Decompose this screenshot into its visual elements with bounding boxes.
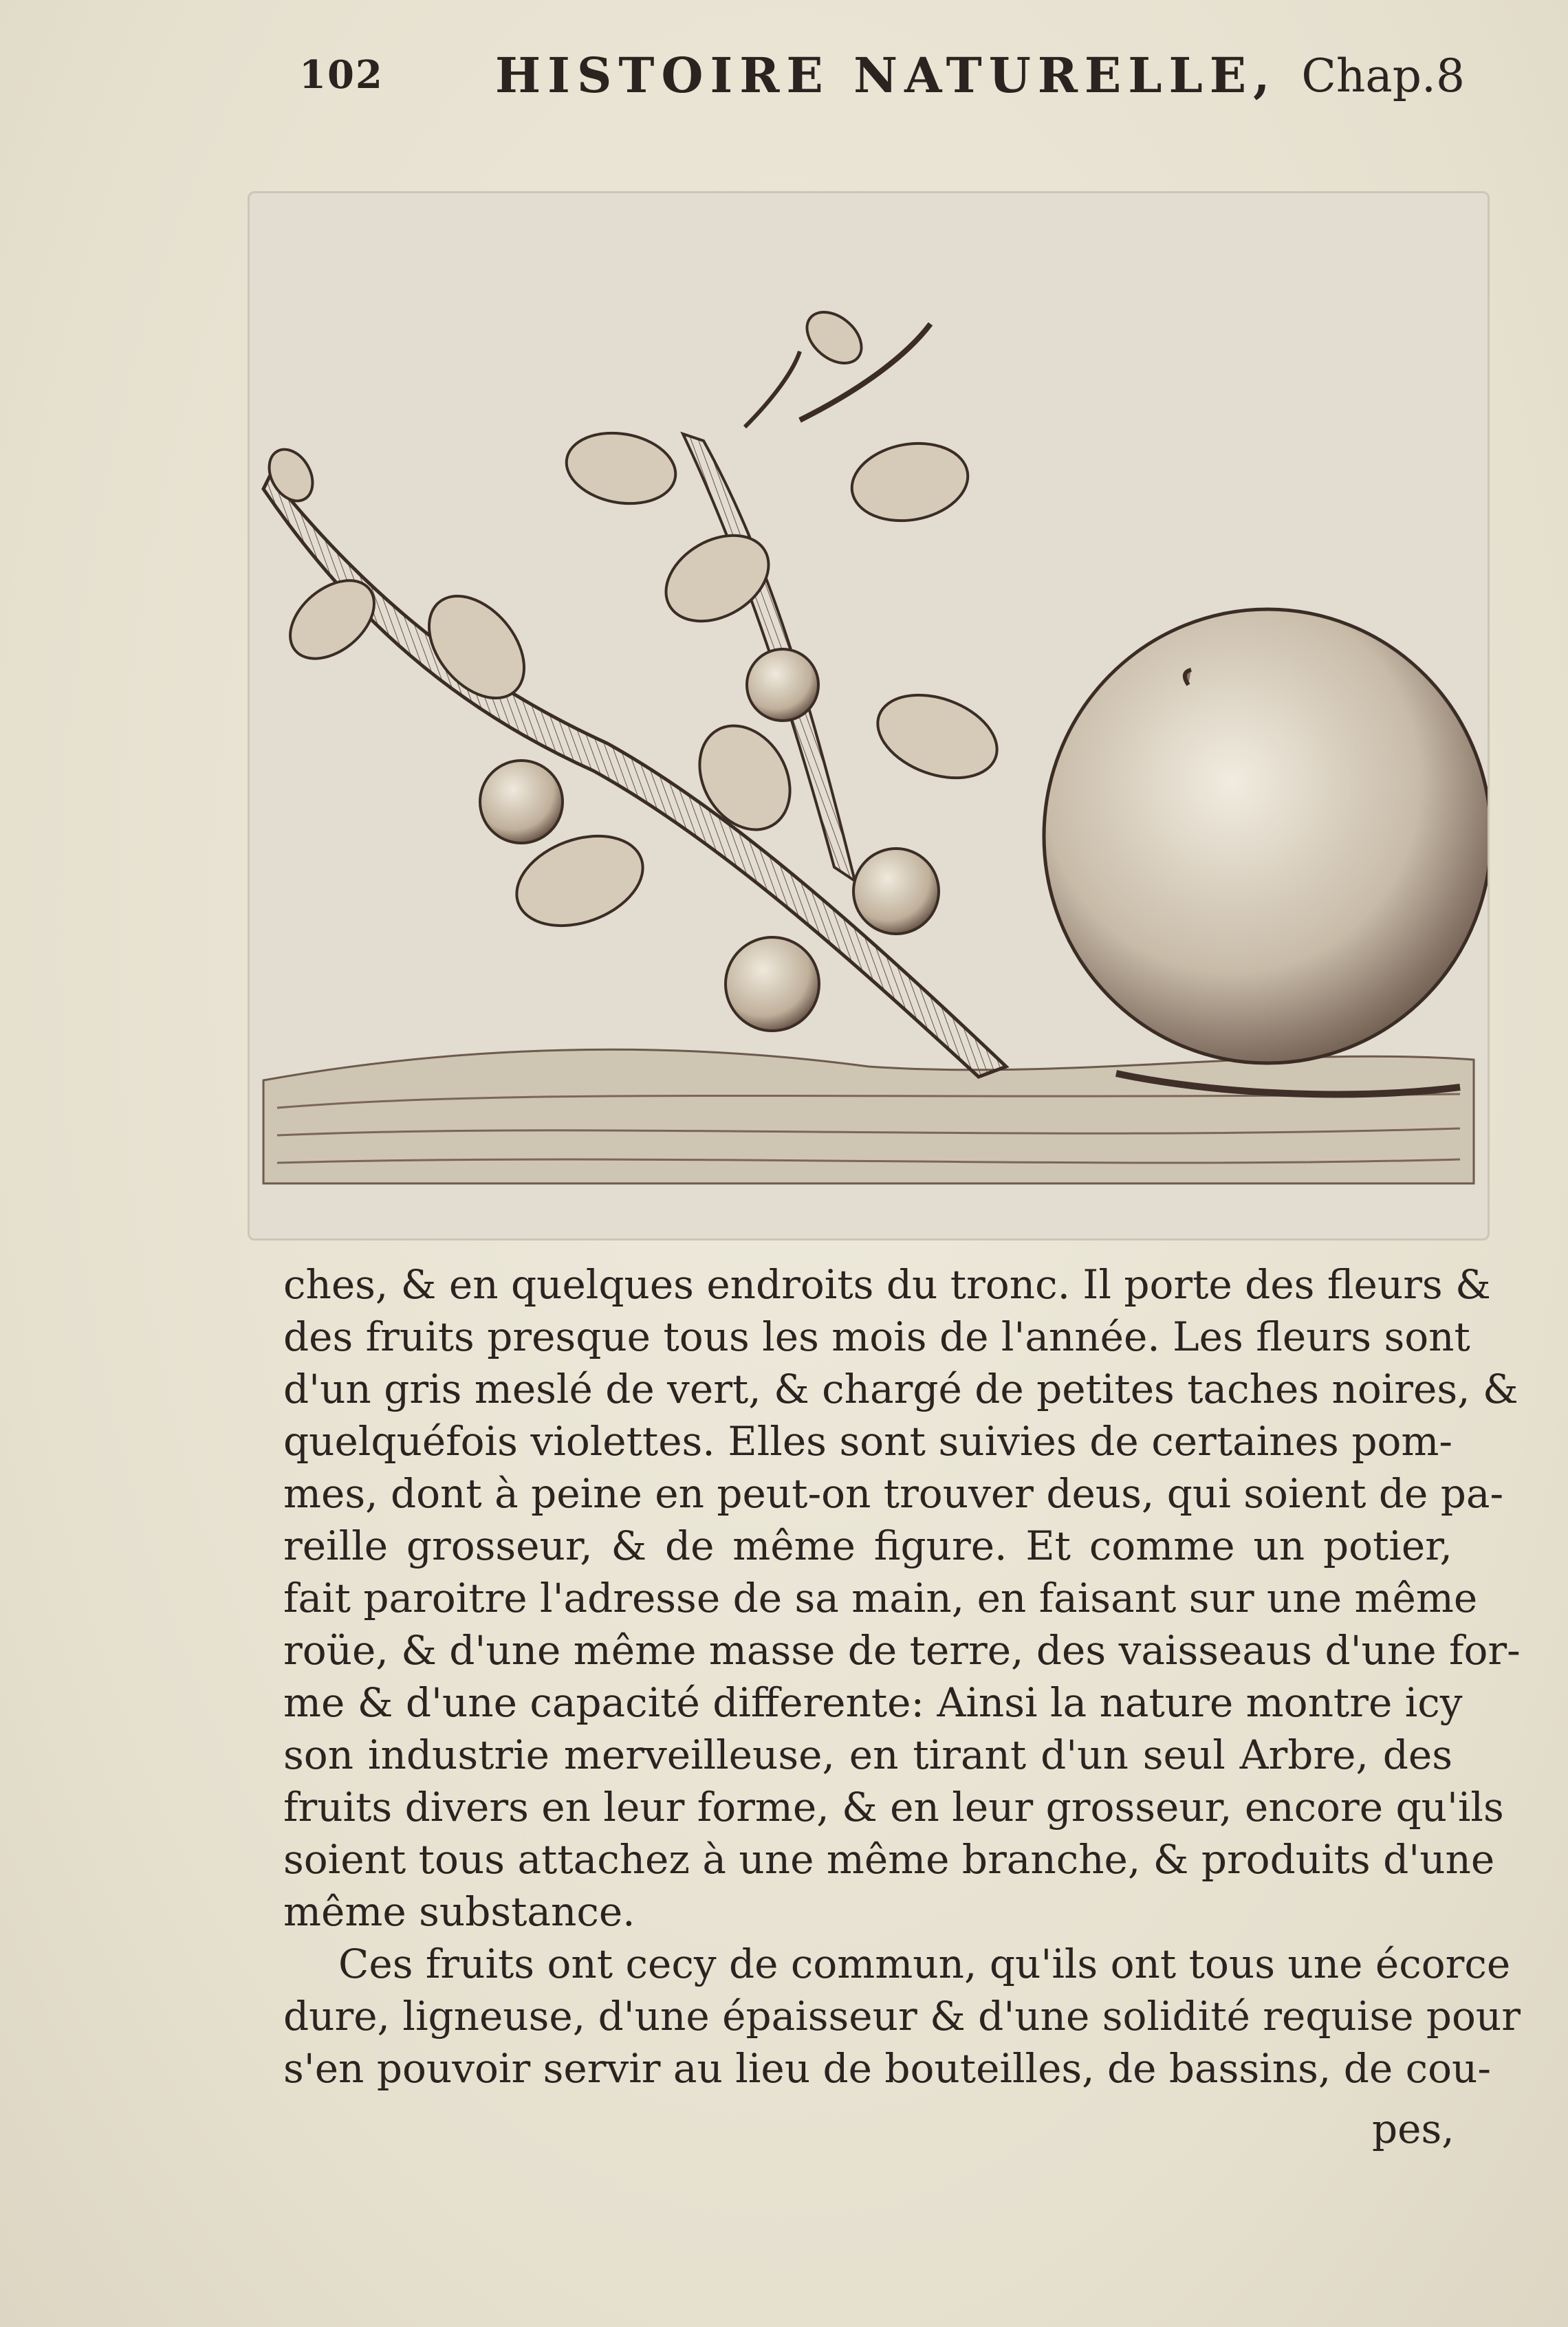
engraving-plate — [248, 191, 1490, 1241]
text-line: mes, dont à peine en peut-on trouver deus, qui soient de pa- — [283, 1470, 1504, 1517]
text-line: roüe, & d'une même masse de terre, des vaisseaus d'une for- — [283, 1627, 1521, 1674]
chapter-label: Chap.8 — [1301, 50, 1465, 102]
text-line: s'en pouvoir servir au lieu de bouteilles, de bassins, de cou- — [283, 2045, 1491, 2092]
text-line: d'un gris meslé de vert, & chargé de petites taches noires, & — [283, 1366, 1518, 1412]
text-line: Ces fruits ont cecy de commun, qu'ils ont tous une écorce — [338, 1941, 1511, 1987]
small-fruit — [853, 849, 939, 934]
text-line: des fruits presque tous les mois de l'année. Les fleurs sont — [283, 1313, 1470, 1360]
text-line: fruits divers en leur forme, & en leur grosseur, encore qu'ils — [283, 1784, 1504, 1831]
text-line: quelquéfois violettes. Elles sont suivies de certaines pom- — [283, 1418, 1452, 1465]
leaf — [561, 425, 682, 512]
small-fruit — [726, 937, 819, 1031]
text-line: ches, & en quelques endroits du tronc. Il porte des fleurs & — [283, 1261, 1491, 1308]
page-header — [289, 41, 1472, 117]
leaf — [797, 302, 871, 373]
text-line: reille grosseur, & de même figure. Et comme un potier, — [283, 1522, 1452, 1569]
branch-main — [263, 475, 1006, 1077]
ground — [263, 1049, 1474, 1183]
leaf — [846, 435, 974, 529]
text-line: même substance. — [283, 1888, 635, 1935]
running-title: HISTOIRE NATURELLE, — [495, 47, 1277, 104]
text-line: fait paroitre l'adresse de sa main, en faisant sur une même — [283, 1575, 1478, 1621]
small-fruit — [480, 761, 563, 843]
text-line: son industrie merveilleuse, en tirant d'un seul Arbre, des — [283, 1731, 1452, 1778]
catchword: pes, — [1372, 2106, 1455, 2152]
page-number: 102 — [299, 52, 384, 98]
text-line: me & d'une capacité differente: Ainsi la nature montre icy — [283, 1679, 1463, 1726]
large-fruit — [1044, 609, 1488, 1063]
text-line: soient tous attachez à une même branche, & produits d'une — [283, 1836, 1495, 1883]
engraving-illustration — [250, 193, 1488, 1238]
text-line: dure, ligneuse, d'une épaisseur & d'une solidité requise pour — [283, 1993, 1521, 2040]
small-fruit — [747, 649, 818, 721]
leaf — [275, 565, 389, 675]
leaf — [867, 680, 1009, 794]
body-text — [283, 1258, 1521, 2095]
